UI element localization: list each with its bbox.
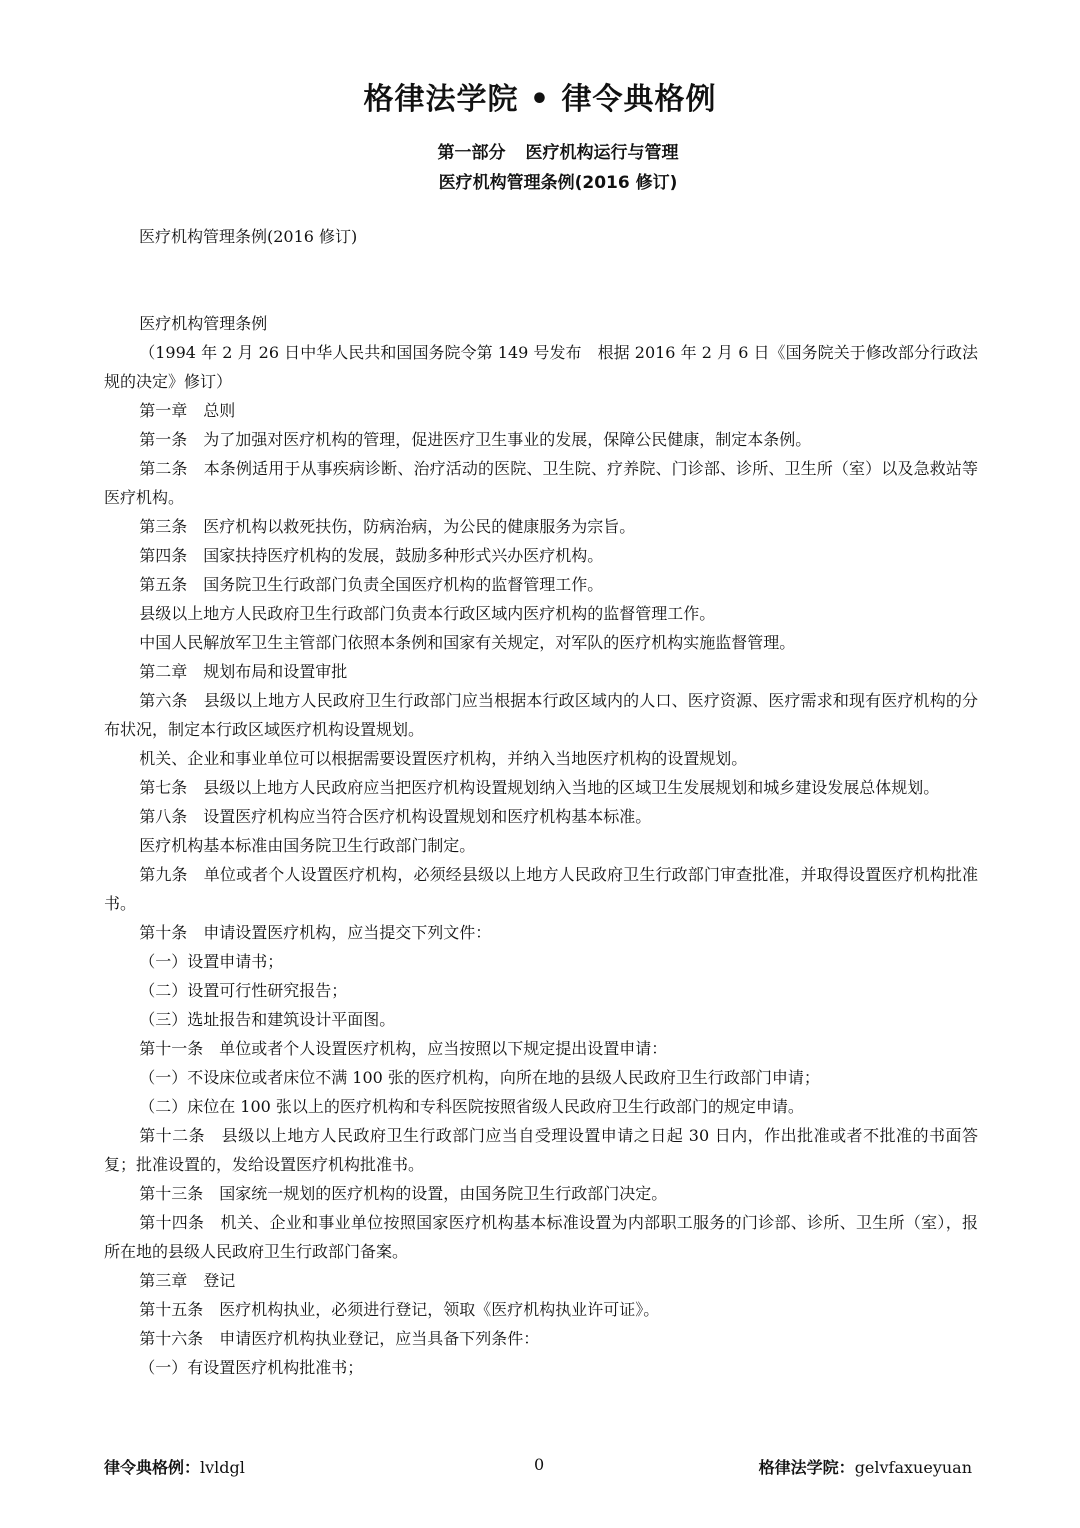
- paragraph: 第十四条 机关、企业和事业单位按照国家医疗机构基本标准设置为内部职工服务的门诊部、诊所、卫生所（室），报所在地的县级人民政府卫生行政部门备案。: [104, 1213, 978, 1261]
- paragraph: 第一条 为了加强对医疗机构的管理，促进医疗卫生事业的发展，保障公民健康，制定本条例。: [139, 430, 812, 449]
- paragraph: 第十六条 申请医疗机构执业登记，应当具备下列条件：: [139, 1329, 540, 1348]
- paragraph: 第八条 设置医疗机构应当符合医疗机构设置规划和医疗机构基本标准。: [139, 807, 652, 826]
- paragraph: 第十五条 医疗机构执业，必须进行登记，领取《医疗机构执业许可证》。: [139, 1300, 660, 1319]
- paragraph: （一）设置申请书；: [139, 952, 284, 971]
- paragraph: 县级以上地方人民政府卫生行政部门负责本行政区域内医疗机构的监督管理工作。: [139, 604, 716, 623]
- paragraph: 第十二条 县级以上地方人民政府卫生行政部门应当自受理设置申请之日起 30 日内，作出批准或者不批准的书面答复；批准设置的，发给设置医疗机构批准书。: [104, 1126, 978, 1174]
- paragraph: 第九条 单位或者个人设置医疗机构，必须经县级以上地方人民政府卫生行政部门审查批准，并取得设置医疗机构批准书。: [104, 865, 978, 913]
- footer-left: [104, 1455, 245, 1478]
- paragraph: 中国人民解放军卫生主管部门依照本条例和国家有关规定，对军队的医疗机构实施监督管理。: [139, 633, 796, 652]
- intro-title: 医疗机构管理条例(2016 修订): [139, 227, 358, 246]
- paragraph: 第一章 总则: [139, 401, 236, 420]
- paragraph: 第六条 县级以上地方人民政府卫生行政部门应当根据本行政区域内的人口、医疗资源、医疗需求和现有医疗机构的分布状况，制定本行政区域医疗机构设置规划。: [104, 691, 978, 739]
- page-title: 格律法学院 • 律令典格例: [363, 82, 717, 117]
- paragraph: 第五条 国务院卫生行政部门负责全国医疗机构的监督管理工作。: [139, 575, 604, 594]
- footer-right-value: gelvfaxueyuan: [854, 1458, 972, 1477]
- part-name: 医疗机构运行与管理: [525, 143, 679, 163]
- footer-left-label: 律令典格例：: [104, 1458, 201, 1477]
- document-heading: 医疗机构管理条例(2016 修订): [438, 173, 678, 193]
- paragraph: （一）有设置医疗机构批准书；: [139, 1358, 364, 1377]
- paragraph: 第十三条 国家统一规划的医疗机构的设置，由国务院卫生行政部门决定。: [139, 1184, 668, 1203]
- footer-right: [759, 1455, 972, 1478]
- paragraph: （1994 年 2 月 26 日中华人民共和国国务院令第 149 号发布 根据 2016 年 2 月 6 日《国务院关于修改部分行政法规的决定》修订）: [104, 343, 978, 391]
- paragraph: 第二章 规划布局和设置审批: [139, 662, 348, 681]
- part-label: 第一部分: [437, 143, 506, 163]
- paragraph: 第十条 申请设置医疗机构，应当提交下列文件：: [139, 923, 492, 942]
- paragraph: 机关、企业和事业单位可以根据需要设置医疗机构，并纳入当地医疗机构的设置规划。: [139, 749, 748, 768]
- footer-left-value: lvldgl: [200, 1458, 245, 1477]
- paragraph: （二）床位在 100 张以上的医疗机构和专科医院按照省级人民政府卫生行政部门的规定申请。: [139, 1097, 804, 1116]
- footer-right-label: 格律法学院：: [758, 1458, 855, 1477]
- document-body: [104, 309, 978, 1382]
- paragraph: 医疗机构管理条例: [139, 314, 268, 333]
- paragraph: 第七条 县级以上地方人民政府应当把医疗机构设置规划纳入当地的区域卫生发展规划和城乡建设发展总体规划。: [139, 778, 940, 797]
- paragraph: （二）设置可行性研究报告；: [139, 981, 348, 1000]
- page-number: 0: [534, 1455, 545, 1474]
- paragraph: 第三章 登记: [139, 1271, 236, 1290]
- paragraph: （三）选址报告和建筑设计平面图。: [139, 1010, 396, 1029]
- paragraph: 第四条 国家扶持医疗机构的发展，鼓励多种形式兴办医疗机构。: [139, 546, 604, 565]
- paragraph: 第三条 医疗机构以救死扶伤，防病治病，为公民的健康服务为宗旨。: [139, 517, 636, 536]
- paragraph: 第二条 本条例适用于从事疾病诊断、治疗活动的医院、卫生院、疗养院、门诊部、诊所、卫生所（室）以及急救站等医疗机构。: [104, 459, 978, 507]
- page-footer: [104, 1455, 972, 1479]
- part-heading: [0, 138, 1080, 163]
- paragraph: （一）不设床位或者床位不满 100 张的医疗机构，向所在地的县级人民政府卫生行政部门申请；: [139, 1068, 820, 1087]
- paragraph: 医疗机构基本标准由国务院卫生行政部门制定。: [139, 836, 476, 855]
- paragraph: 第十一条 单位或者个人设置医疗机构，应当按照以下规定提出设置申请：: [139, 1039, 668, 1058]
